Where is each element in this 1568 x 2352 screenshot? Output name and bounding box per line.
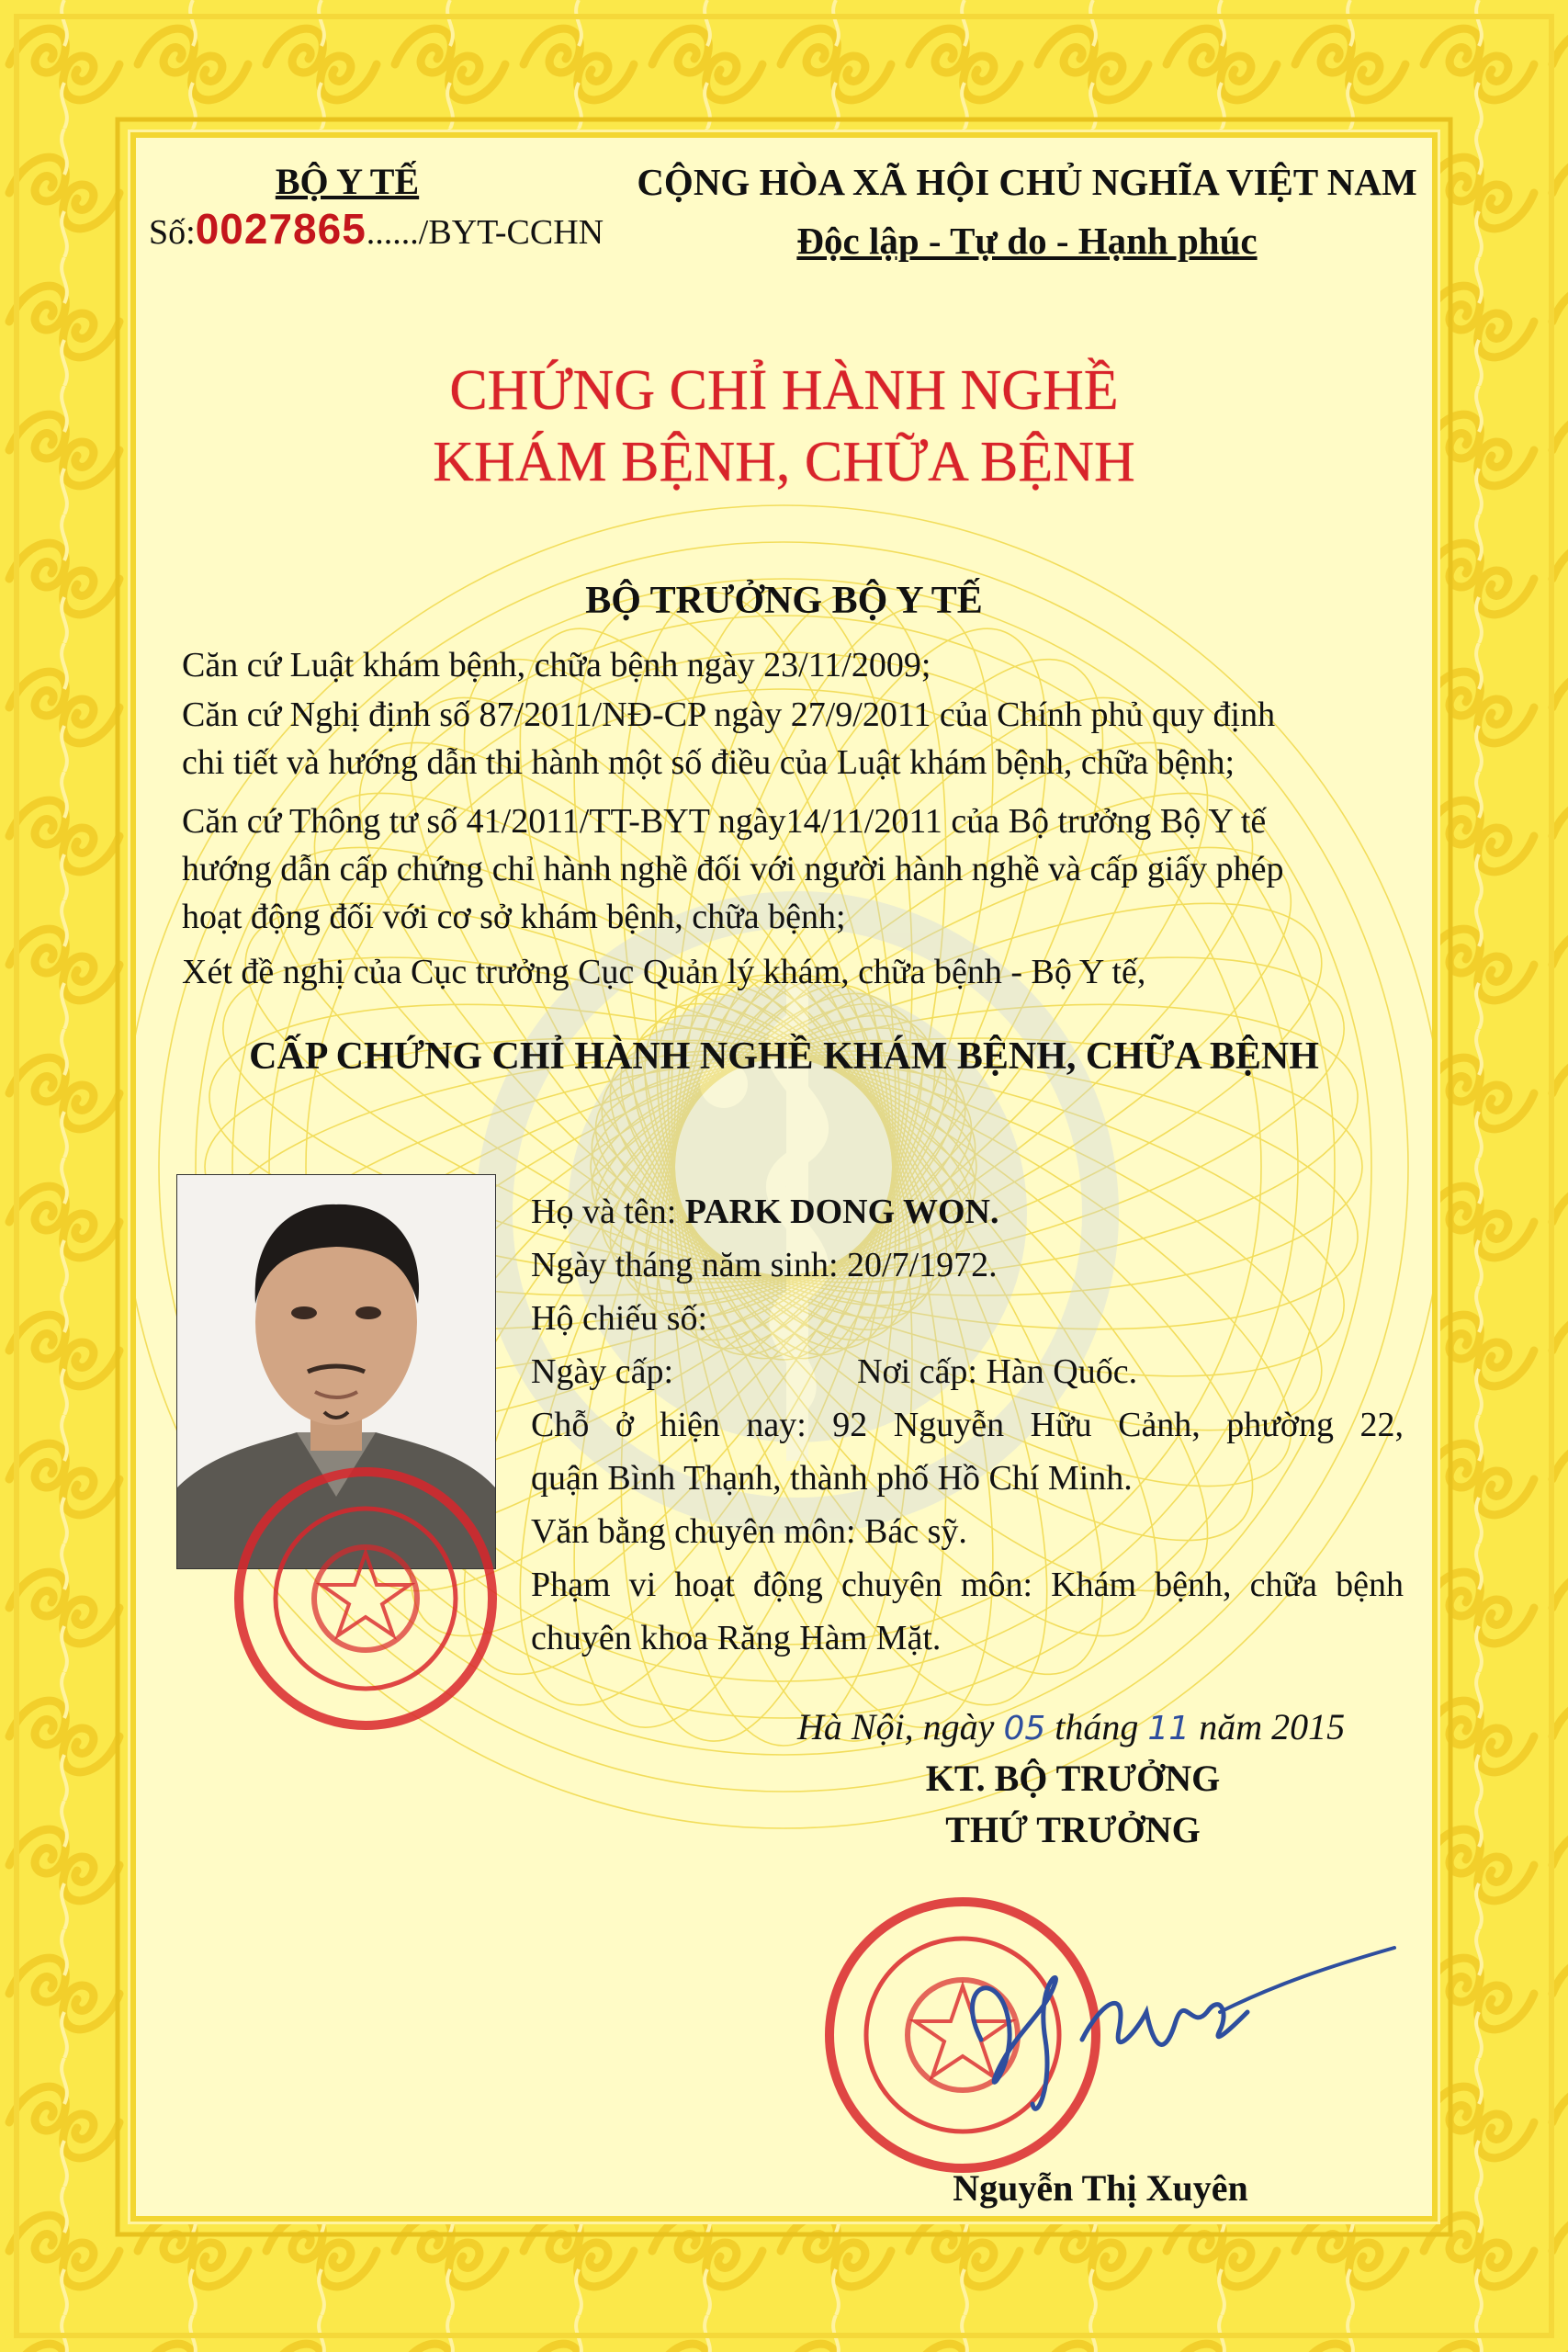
issue-date-label: Ngày cấp:	[531, 1352, 674, 1391]
holder-address-line1: Chỗ ở hiện nay: 92 Nguyễn Hữu Cảnh, phường 22,	[531, 1406, 1404, 1444]
issuer-heading: BỘ TRƯỞNG BỘ Y TẾ	[585, 580, 983, 622]
basis-line-1: Căn cứ Luật khám bệnh, chữa bệnh ngày 23/11/2009;	[182, 646, 931, 684]
signer-title-2: THỨ TRƯỞNG	[945, 1809, 1201, 1850]
holder-dob: Ngày tháng năm sinh: 20/7/1972.	[531, 1246, 998, 1284]
certificate-title-line2: KHÁM BỆNH, CHỮA BỆNH	[433, 431, 1135, 493]
basis-line-5: hướng dẫn cấp chứng chỉ hành nghề đối với người hành nghề và cấp giấy phép	[182, 850, 1284, 888]
name-label: Họ và tên:	[531, 1193, 677, 1231]
date-year: năm 2015	[1199, 1706, 1346, 1747]
grant-heading: CẤP CHỨNG CHỈ HÀNH NGHỀ KHÁM BỆNH, CHỮA BỆNH	[249, 1035, 1319, 1078]
date-month-prefix: tháng	[1055, 1706, 1139, 1747]
number-suffix: /BYT-CCHN	[418, 213, 604, 252]
number-dots: ......	[366, 213, 419, 252]
nation-name: CỘNG HÒA XÃ HỘI CHỦ NGHĨA VIỆT NAM	[637, 161, 1417, 203]
basis-line-4: Căn cứ Thông tư số 41/2011/TT-BYT ngày14/11/2011 của Bộ trưởng Bộ Y tế	[182, 802, 1267, 841]
issue-place: Nơi cấp: Hàn Quốc.	[857, 1352, 1138, 1391]
basis-line-2: Căn cứ Nghị định số 87/2011/NĐ-CP ngày 27/9/2011 của Chính phủ quy định	[182, 695, 1276, 734]
certificate-number-line	[149, 204, 636, 254]
basis-line-7: Xét đề nghị của Cục trưởng Cục Quản lý khám, chữa bệnh - Bộ Y tế,	[182, 953, 1146, 991]
national-motto: Độc lập - Tự do - Hạnh phúc	[796, 220, 1258, 262]
holder-address-line2: quận Bình Thạnh, thành phố Hồ Chí Minh.	[531, 1459, 1133, 1498]
signer-title-1: KT. BỘ TRƯỞNG	[925, 1758, 1221, 1799]
number-label: Số:	[149, 213, 196, 252]
date-day: 05	[1003, 1710, 1046, 1747]
photo-stamp-icon	[219, 1452, 513, 1746]
holder-name: PARK DONG WON.	[684, 1193, 999, 1231]
basis-line-3: chi tiết và hướng dẫn thi hành một số điều của Luật khám bệnh, chữa bệnh;	[182, 743, 1235, 782]
holder-degree: Văn bằng chuyên môn: Bác sỹ.	[531, 1512, 967, 1551]
ministry-name: BỘ Y TẾ	[275, 161, 420, 202]
signing-date	[797, 1705, 1422, 1748]
certificate-number: 0027865	[195, 205, 367, 253]
date-month: 11	[1147, 1710, 1190, 1747]
basis-line-6: hoạt động đối với cơ sở khám bệnh, chữa bệnh;	[182, 898, 846, 936]
date-place-prefix: Hà Nội, ngày	[797, 1706, 995, 1747]
signer-name: Nguyễn Thị Xuyên	[953, 2167, 1248, 2209]
signature-icon	[944, 1929, 1404, 2141]
holder-passport: Hộ chiếu số:	[531, 1299, 708, 1338]
holder-issue-line	[531, 1347, 1413, 1397]
certificate-body	[136, 138, 1432, 2216]
holder-name-line	[531, 1187, 1413, 1238]
certificate-title-line1: CHỨNG CHỈ HÀNH NGHỀ	[449, 359, 1119, 422]
holder-scope-line2: chuyên khoa Răng Hàm Mặt.	[531, 1619, 942, 1657]
holder-scope-line1: Phạm vi hoạt động chuyên môn: Khám bệnh, chữa bệnh	[531, 1566, 1404, 1604]
